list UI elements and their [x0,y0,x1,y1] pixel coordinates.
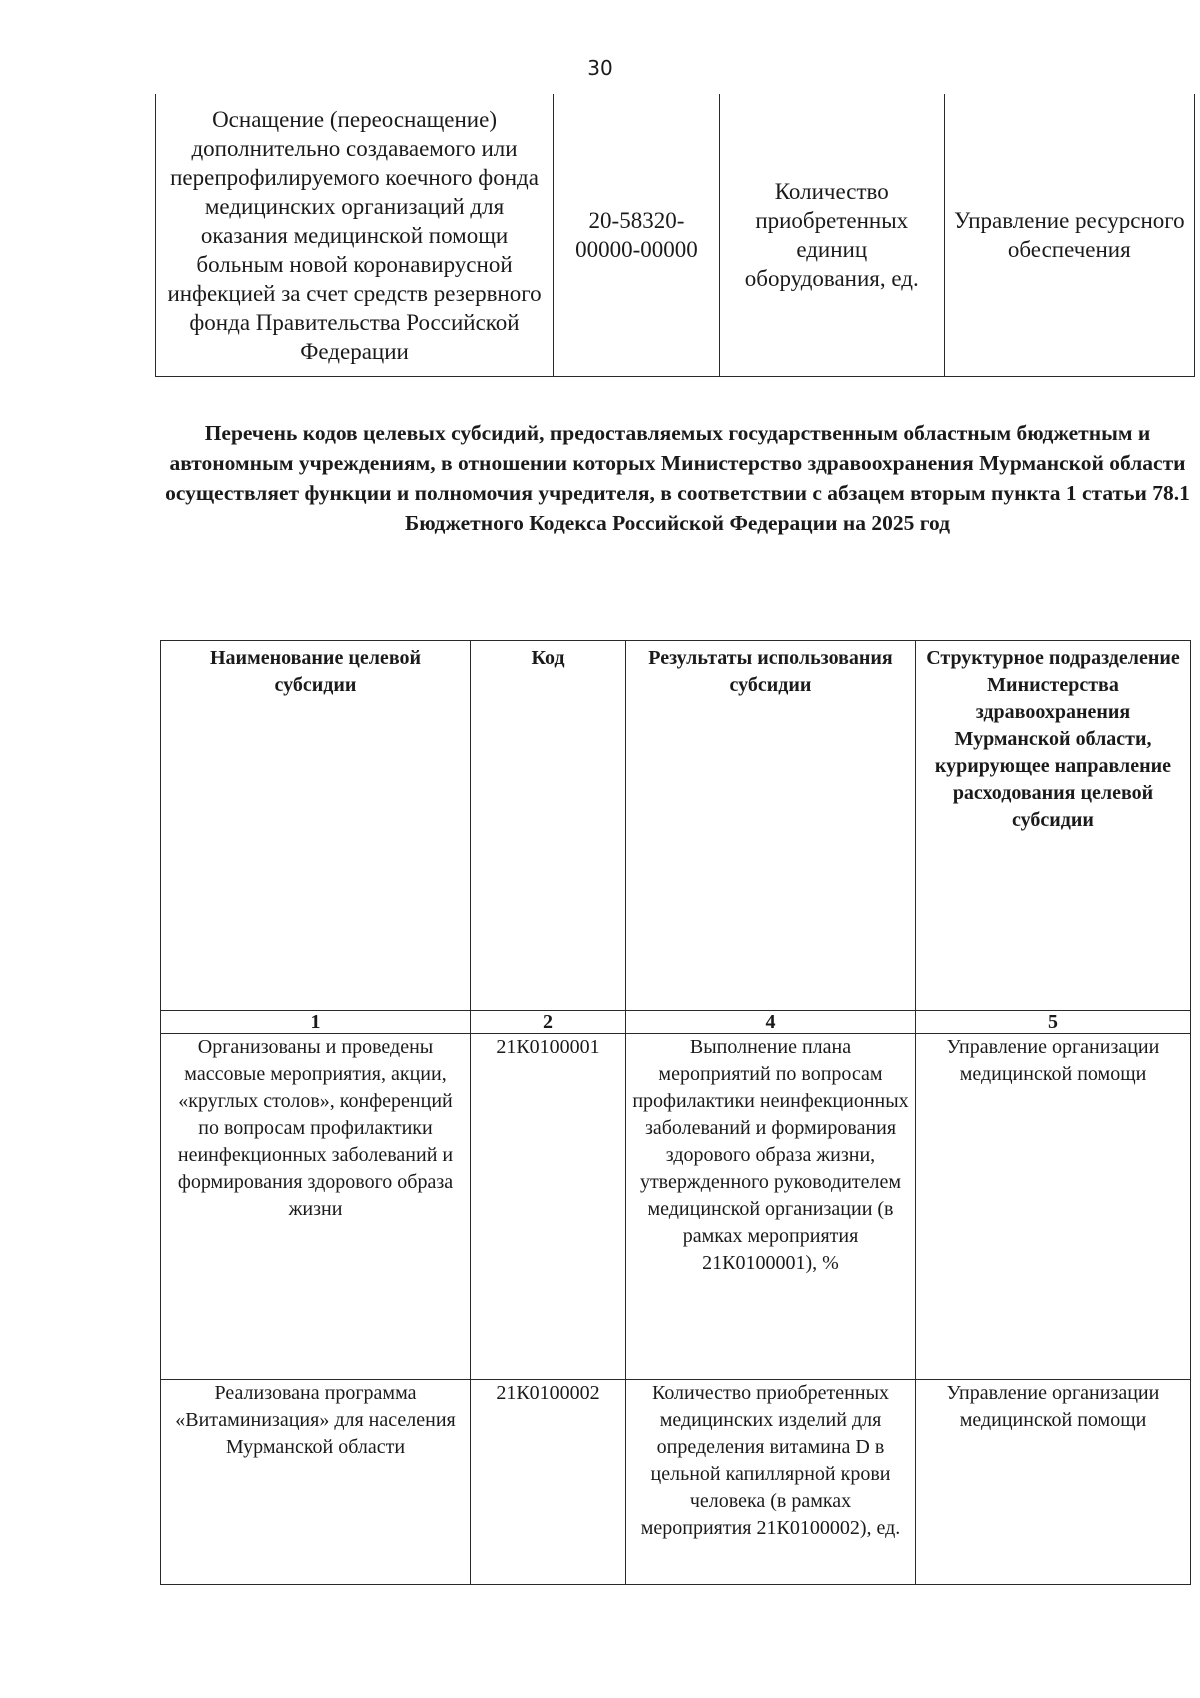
code-cell: 21К0100002 [471,1380,626,1585]
continued-table [155,94,1195,377]
column-number: 2 [471,1011,626,1034]
division-cell: Управление организации медицинской помощи [916,1034,1191,1380]
column-number: 1 [161,1011,471,1034]
subsidy-name-cell: Оснащение (переоснащение) дополнительно создаваемого или перепрофилируемого коечного фонда медицинских организаций для оказания медицинской помощи больным новой коронавирусной инфекцией за счет средств резервного фонда Правительства Российской Федерации [156,94,554,377]
subsidy-name-cell: Реализована программа «Витаминизация» для населения Мурманской области [161,1380,471,1585]
table-row [156,94,1195,377]
column-numbers-row [161,1011,1191,1034]
result-cell: Количество приобретенных медицинских изделий для определения витамина D в цельной капиллярной крови человека (в рамках мероприятия 21К0100002), ед. [626,1380,916,1585]
result-cell: Выполнение плана мероприятий по вопросам профилактики неинфекционных заболеваний и формирования здорового образа жизни, утвержденного руководителем медицинской организации (в рамках мероприятия 21К0100001), % [626,1034,916,1380]
division-cell: Управление ресурсного обеспечения [944,94,1194,377]
header-name: Наименование целевой субсидии [161,641,471,1011]
code-cell: 21К0100001 [471,1034,626,1380]
page-number: 30 [587,56,613,80]
division-cell: Управление организации медицинской помощи [916,1380,1191,1585]
section-heading: Перечень кодов целевых субсидий, предоставляемых государственным областным бюджетным и автономным учреждениям, в отношении которых Министерство здравоохранения Мурманской области осуществляет функции и полномочия учредителя, в соответствии с абзацем вторым пункта 1 статьи 78.1 Бюджетного Кодекса Российской Федерации на 2025 год [165,421,1190,535]
subsidy-codes-table [160,640,1191,1585]
column-number: 5 [916,1011,1191,1034]
subsidy-name-cell: Организованы и проведены массовые мероприятия, акции, «круглых столов», конференций по вопросам профилактики неинфекционных заболеваний и формирования здорового образа жизни [161,1034,471,1380]
table-row [161,1380,1191,1585]
header-code: Код [471,641,626,1011]
header-division: Структурное подразделение Министерства здравоохранения Мурманской области, курирующее направление расходования целевой субсидии [916,641,1191,1011]
result-cell: Количество приобретенных единиц оборудования, ед. [719,94,944,377]
column-number: 4 [626,1011,916,1034]
header-results: Результаты использования субсидии [626,641,916,1011]
table-header-row [161,641,1191,1011]
code-cell: 20-58320-00000-00000 [554,94,720,377]
table-row [161,1034,1191,1380]
